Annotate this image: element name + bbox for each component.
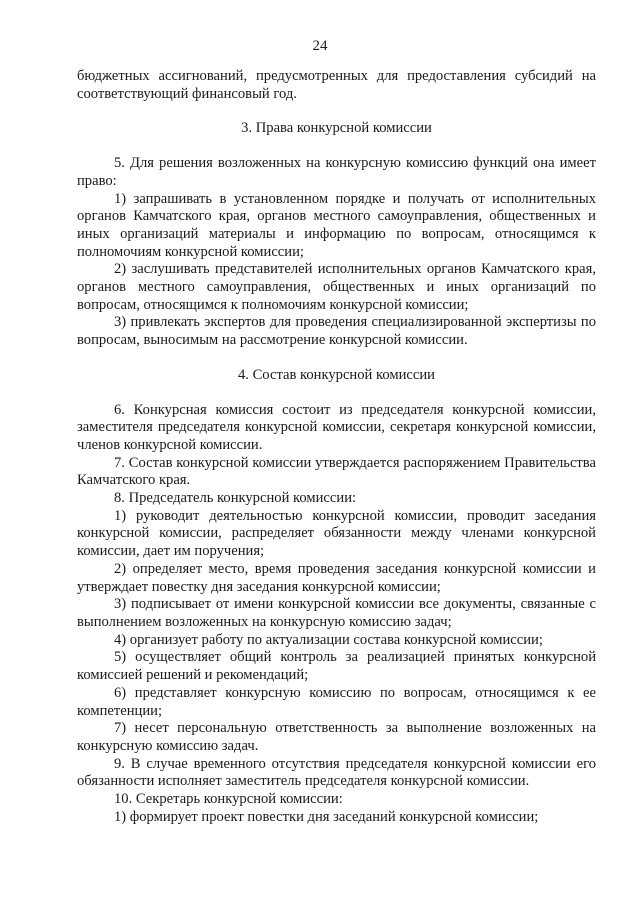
clause-8-item-5: 5) осуществляет общий контроль за реализацией принятых конкурсной комиссией решений и рекомендаций; bbox=[77, 649, 596, 684]
clause-8: 8. Председатель конкурсной комиссии: bbox=[114, 490, 357, 507]
clause-8-item-2: 2) определяет место, время проведения заседания конкурсной комиссии и утверждает повестку дня заседания конкурсной комиссии; bbox=[77, 560, 596, 595]
clause-9: 9. В случае временного отсутствия председателя конкурсной комиссии его обязанности исполняет заместитель председателя конкурсной комиссии. bbox=[77, 755, 596, 790]
page-number: 24 bbox=[312, 38, 328, 54]
clause-8-item-3: 3) подписывает от имени конкурсной комиссии все документы, связанные с выполнением возложенных на конкурсную комиссию задач; bbox=[77, 596, 596, 630]
clause-5-item-3: 3) привлекать экспертов для проведения специализированной экспертизы по вопросам, выносимым на рассмотрение конкурсной комиссии. bbox=[77, 314, 596, 349]
clause-6: 6. Конкурсная комиссия состоит из председателя конкурсной комиссии, заместителя председателя конкурсной комиссии, секретаря конкурсной комиссии, членов конкурсной комиссии. bbox=[77, 401, 596, 453]
clause-5-item-1: 1) запрашивать в установленном порядке и получать от исполнительных органов Камчатского края, органов местного самоуправления, общественных и иных организаций материалы и информацию по вопросам, относящимся к полномочиям конкурсной комиссии; bbox=[77, 190, 596, 260]
clause-7: 7. Состав конкурсной комиссии утверждается распоряжением Правительства Камчатского края. bbox=[77, 454, 596, 489]
section-3-heading: 3. Права конкурсной комиссии bbox=[241, 120, 432, 137]
clause-8-item-1: 1) руководит деятельностью конкурсной комиссии, проводит заседания конкурсной комиссии, распределяет обязанности между членами конкурсной комиссии, дает им поручения; bbox=[77, 507, 596, 560]
intro-paragraph: бюджетных ассигнований, предусмотренных для предоставления субсидий на соответствующий финансовый год. bbox=[77, 68, 596, 102]
clause-8-item-4: 4) организует работу по актуализации состава конкурсной комиссии; bbox=[114, 631, 543, 648]
clause-8-item-7: 7) несет персональную ответственность за выполнение возложенных на конкурсную комиссию задач. bbox=[77, 720, 596, 754]
clause-10: 10. Секретарь конкурсной комиссии: bbox=[114, 791, 343, 808]
clause-5: 5. Для решения возложенных на конкурсную комиссию функций она имеет право: bbox=[77, 155, 596, 189]
clause-10-item-1: 1) формирует проект повестки дня заседаний конкурсной комиссии; bbox=[114, 808, 539, 825]
document-body bbox=[77, 68, 596, 826]
clause-8-item-6: 6) представляет конкурсную комиссию по вопросам, относящимся к ее компетенции; bbox=[77, 684, 596, 719]
clause-5-item-2: 2) заслушивать представителей исполнительных органов Камчатского края, органов местного самоуправления, общественных и иных организаций по вопросам, относящимся к полномочиям конкурсной комиссии; bbox=[77, 261, 596, 313]
section-4-heading: 4. Состав конкурсной комиссии bbox=[237, 366, 435, 383]
